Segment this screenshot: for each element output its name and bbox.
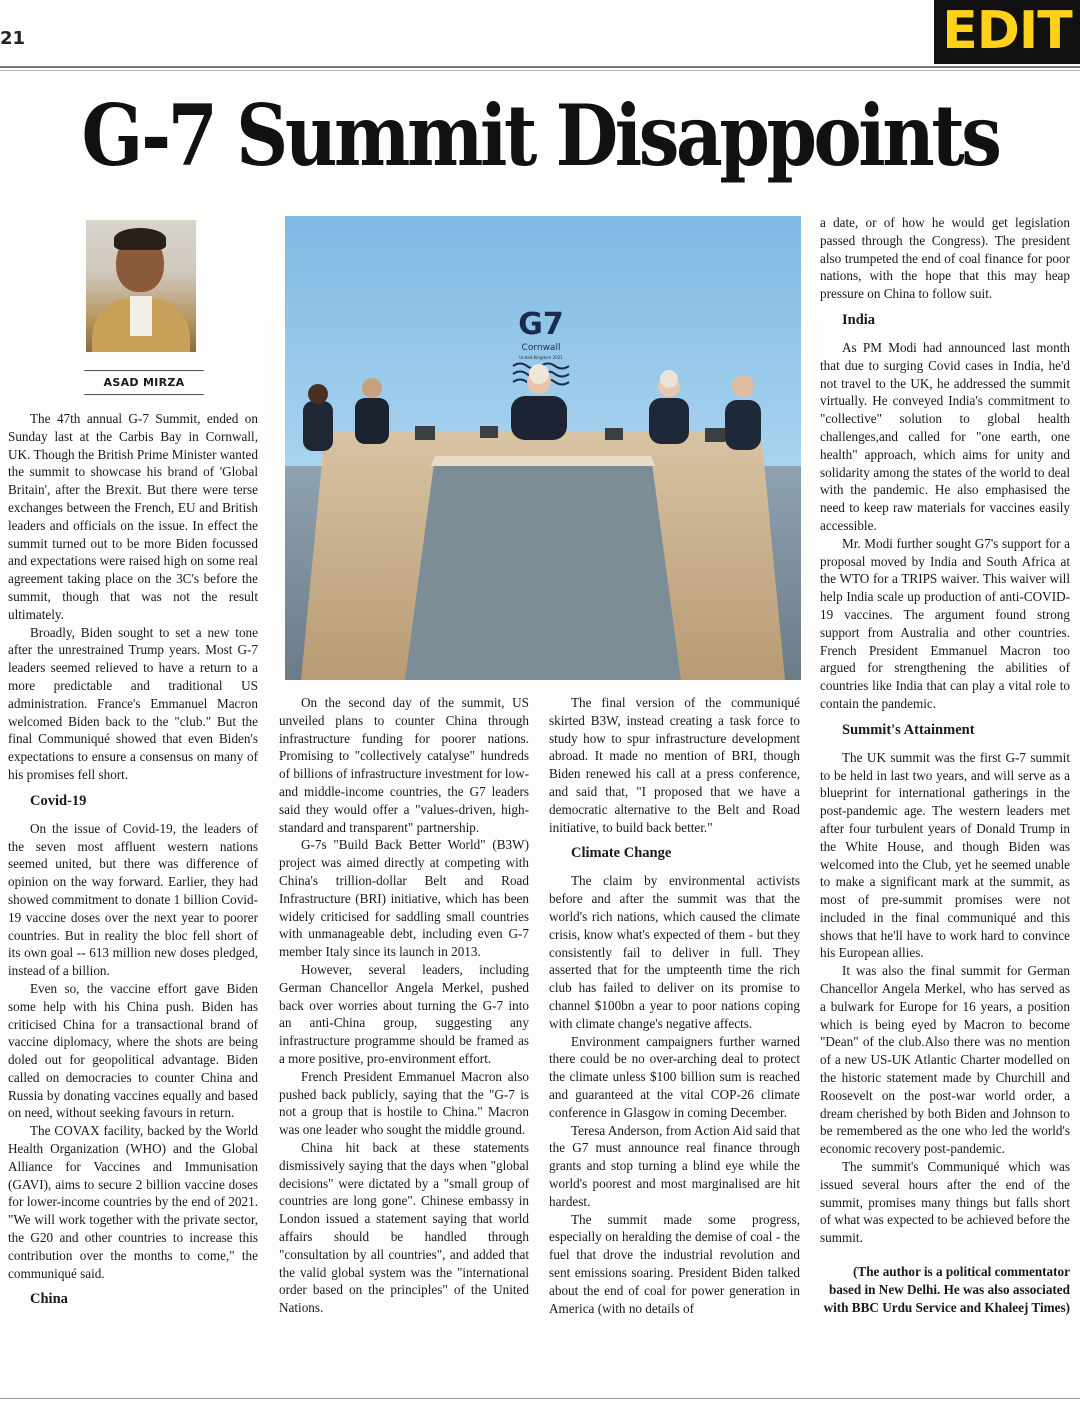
paragraph: The COVAX facility, backed by the World Health Organization (WHO) and the Global Alliance for Vaccines and Immunisation (GAVI), aims to secure 2 billion vaccine doses for lower-income countries by the end of 2021. "We will work together with the private sector, the G20 and other countries to increase this contribution over the months to come," the communiqué said.	[8, 1123, 258, 1281]
top-rule	[0, 66, 1080, 68]
paragraph: G-7s "Build Back Better World" (B3W) project was aimed directly at competing with China's trillion-dollar Belt and Road Infrastructure (BRI) initiative, which has been widely criticised for saddling small countries with unmanageable debt, including even G-7 member Italy since its launch in 2013.	[279, 837, 529, 960]
paragraph: Even so, the vaccine effort gave Biden some help with his China push. Biden has criticised China for a transactional brand of vaccine diplomacy, where the shots are being doled out for geopolitical advantage. Biden called on democracies to counter China and Russia by donating vaccines equally and based on need, without seeking favours in return.	[8, 980, 258, 1121]
uk-2021-logo-text: United Kingdom 2021	[519, 355, 563, 360]
paragraph: On the issue of Covid-19, the leaders of the seven most affluent western nations seemed united, but there was difference of opinion on the way forward. Earlier, they had showed commitment to donate 1 billion Covid-19 vaccine doses over the next year to poorer countries. But in reality the bloc fell short of its own goal -- 613 million new doses pledged, instead of a billion.	[8, 820, 258, 979]
paragraph: The summit made some progress, especially on heralding the demise of coal - the fuel that drove the industrial revolution and sent emissions soaring. President Biden talked about the end of coal for power generation in America (with no details of	[549, 1211, 800, 1316]
column-1	[8, 410, 258, 1318]
paragraph: Broadly, Biden sought to set a new tone after the unrestrained Trump years. Most G-7 leaders seemed relieved to have a return to a more predictable and traditional US administration. France's Emmanuel Macron welcomed Biden back to the "club." But the final Communiqué showed that even Biden's expectations to ensure a consensus on many of his promises fell short.	[8, 624, 258, 782]
paragraph: On the second day of the summit, US unveiled plans to counter China through infrastructure funding for poorer nations. Promising to "collectively catalyse" hundreds of billions of infrastructure investment for low- and middle-income countries, the G7 leaders said they would offer a "values-driven, high-standard and transparent" partnership.	[279, 695, 529, 835]
paragraph: China hit back at these statements dismissively saying that the days when "global decisions" were dictated by a "small group of countries are long gone". Chinese embassy in London issued a statement saying that world affairs should be handled through "consultation by all countries", and added that the valid global system was the "international order based on the principles" of the United Nations.	[279, 1139, 529, 1316]
author-rule	[84, 394, 204, 395]
paragraph: The 47th annual G-7 Summit, ended on Sunday last at the Carbis Bay in Cornwall, UK. Though the British Prime Minister wanted the summit to showcase his brand of 'Global Britain', after the Brexit. But there were terse exchanges between the French, EU and British leaders and officials on the issue. In effect the summit turned out to be more Biden focussed and expectations were raised high on some real agreement taking place on the 3C's before the summit, though that was not the result ultimately.	[8, 411, 258, 622]
paragraph: It was also the final summit for German Chancellor Angela Merkel, who has served as a bulwark for Europe for 16 years, a position which is being eyed by Macron to become "Dean" of the club.Also there was no mention of a new US-UK Atlantic Charter modelled on the historic statement made by Churchill and Roosevelt on the post-war world order, a dream cherished by both Biden and Johnson to be remembered as the one who led the world's economic recovery post-pandemic.	[820, 963, 1070, 1157]
column-4	[820, 214, 1070, 1317]
paragraph: The UK summit was the first G-7 summit to be held in last two years, and will serve as a blueprint for international gatherings in the post-pandemic age. The western leaders met after four turbulent years of Donald Trump in the White House, and though Biden was welcomed into the Club, yet he seemed unable to make a significant mark at the summit, as most of pre-summit promises were not included in the final communiqué and this shows that he'll have to work hard to convince his European allies.	[820, 749, 1070, 961]
paragraph: Environment campaigners further warned there could be no over-arching deal to protect the climate unless $100 billion sum is reached and guaranteed at the vital COP-26 climate conference in Glasgow in coming December.	[549, 1033, 800, 1120]
author-rule	[84, 370, 204, 371]
page-number: 21	[0, 28, 26, 49]
column-2	[279, 694, 529, 1317]
subheading-covid: Covid-19	[30, 792, 87, 809]
author-credit: (The author is a political commentator based in New Delhi. He was also associated with BBC Urdu Service and Khaleej Times)	[823, 1264, 1070, 1316]
subheading-china: China	[30, 1291, 68, 1308]
cornwall-logo-text: Cornwall	[521, 343, 561, 353]
paragraph: Mr. Modi further sought G7's support for a proposal moved by India and South Africa at the WTO for a TRIPS waiver. This waiver will help India scale up production of anti-COVID-19 vaccines. The argument found strong support from Australia and other countries. French President Emmanuel Macron too argued for strengthening the abilities of countries like India that can play a vital role to contain the pandemic.	[820, 535, 1070, 711]
bottom-rule	[0, 1398, 1080, 1399]
paragraph: Teresa Anderson, from Action Aid said that the G7 must announce real finance through grants and stop turning a blind eye while the world's poorest and most marginalised are hit hardest.	[549, 1122, 800, 1209]
paragraph: The final version of the communiqué skirted B3W, instead creating a task force to study how to spur infrastructure development abroad. It made no mention of BRI, though Biden renewed his call at a press conference, and said that, "I proposed that we have a democratic alternative to the Belt and Road initiative, to build back better."	[549, 695, 800, 835]
section-tab: EDIT	[934, 0, 1080, 64]
headline: G-7 Summit Disappoints	[81, 86, 999, 185]
paragraph: As PM Modi had announced last month that due to surging Covid cases in India, he'd not travel to the UK, he addressed the summit virtually. He conveyed India's commitment to "collective" solution to global health challenges,and called for "one earth, one health" approach, which aims for unity and solidarity among the states of the world to deal with the pandemic. He also emphasised the need to keep raw materials for vaccines easily accessible.	[820, 339, 1070, 533]
subheading-climate: Climate Change	[571, 845, 672, 862]
paragraph: French President Emmanuel Macron also pushed back publicly, saying that the "G-7 is not a group that is hostile to China." Macron was one leader who sought the middle ground.	[279, 1068, 529, 1138]
column-3	[549, 694, 800, 1317]
subheading-attainment: Summit's Attainment	[842, 721, 975, 738]
subheading-india: India	[842, 311, 876, 328]
paragraph: a date, or of how he would get legislation passed through the Congress). The president also trumpeted the end of coal finance for poor nations, with the hope that this may heap pressure on China to follow suit.	[820, 215, 1070, 302]
summit-photo	[285, 216, 801, 680]
paragraph: However, several leaders, including German Chancellor Angela Merkel, pushed back over worries about turning the G-7 into an anti-China group, suggesting any infrastructure programme should be framed as a more positive, pro-environment effort.	[279, 961, 529, 1066]
paragraph: The summit's Communiqué which was issued several hours after the end of the summit, promises many things but falls short of what was expected to be achieved before the summit.	[820, 1159, 1070, 1246]
author-name: ASAD MIRZA	[103, 376, 185, 389]
g7-logo-text: G7	[518, 307, 564, 342]
paragraph: The claim by environmental activists before and after the summit was that the world's rich nations, which caused the climate crisis, know what's expected of them - but they consistently fail to deliver in full. They asserted that for the umpteenth time the rich club has failed to deliver on its promise to channel $100bn a year to poor nations coping with climate change's negative affects.	[549, 873, 800, 1031]
author-photo	[86, 220, 196, 352]
top-rule-thin	[0, 70, 1080, 71]
